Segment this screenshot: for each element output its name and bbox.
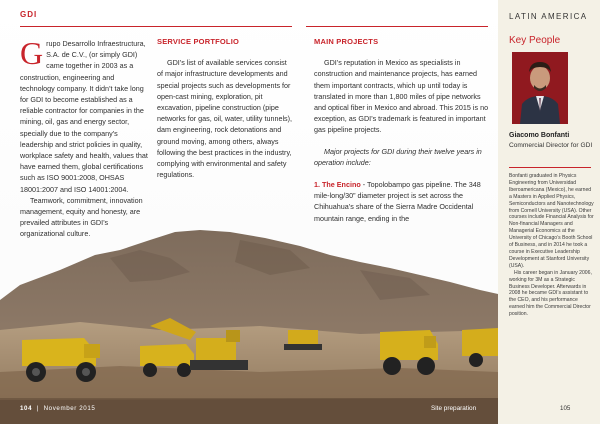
key-person-bio (509, 173, 595, 318)
intro-paragraph: rupo Desarrollo Infraestructura, S.A. de C.V., (or simply GDI) came together in 2003 as a construction, engineering and technology company. It didn’t take long for GDI to become established as a reliable contractor for companies in the mining, oil, gas and energy sector, specially due to the company’s leadership and strict policies in quality, workplace safety and health, values that have earned them, global certifications such as ISO 9001:2008, OHSAS 18001:2007 and ISO 14001:2004. (20, 39, 148, 194)
key-people-title: Key People (509, 35, 561, 46)
intro-column (20, 35, 150, 240)
photo-caption: Site preparation (431, 405, 477, 412)
bio-paragraph-2: His career began in January 2006, working for 3M as a Strategic Business Developer. Afterwards in 2008 he became GDI’s assistant to the CEO, and his performance earned him the Commercial Director position. (509, 269, 592, 318)
page-number-left: 104 (20, 405, 33, 412)
service-portfolio-text: GDI’s list of available services consist of major infrastructure developments and special projects such as developments for open-cast mining, exploration, pit excavation, pipeline construction (pipe networks for gas, oil, water, utility tunnels), dam engineering, rock detonations and ground moving, among others, always following the best practices in the industry, complying with environmental and safety regulations. (157, 58, 293, 180)
service-portfolio-column (157, 36, 293, 180)
service-portfolio-title: SERVICE PORTFOLIO (157, 37, 240, 46)
header-rule-middle (306, 26, 488, 27)
main-projects-text: GDI’s reputation in Mexico as specialists in construction and maintenance projects, has earned them important contracts, which up until today is translated in more than 1,800 miles of pipe networks and optical fiber in Mexico and abroad. This 2015 is no exception, as GDI’s trademark is featured in important gas pipeline projects. (314, 58, 489, 135)
issue-date: November 2015 (43, 405, 96, 412)
project-item-1 (314, 179, 489, 224)
key-person-role: Commercial Director for GDI (509, 142, 593, 149)
footer-left: 104 | November 2015 (20, 405, 96, 412)
project-item-1-label: 1. The Encino (314, 180, 361, 190)
portrait-photo (512, 52, 568, 124)
project-item-1-text: - Topolobampo gas pipeline. The 348 mile-long/30” diameter project is set across the Chihuahua’s share of the Sierra Madre Occidental mountain range, ending in the (314, 180, 481, 223)
page-number-right: 105 (560, 405, 571, 412)
main-projects-title: MAIN PROJECTS (314, 37, 379, 46)
sidebar-rule (509, 167, 591, 168)
bio-paragraph-1: Bonfanti graduated in Physics Engineering from Universidad Iberoamericana (Mexico), he earned a Masters in Applied Physics, Semiconductors and Nanotechnology from Cornell University (USA). Other courses include Financial Analysis for Non-financial Managers and Managerial Economics at the University of Chicago’s Booth School of Business, and in 2014 he took a course in Executive Leadership Development at Stanford University (USA). (509, 173, 594, 269)
header-rule-left (20, 26, 292, 27)
key-person-name: Giacomo Bonfanti (509, 132, 570, 139)
drop-cap: G (20, 35, 44, 71)
main-projects-column (314, 36, 489, 224)
section-label: GDI (20, 10, 38, 19)
dozer-distant (284, 330, 322, 350)
culture-paragraph: Teamwork, commitment, innovation management, equity and honesty, are prevailed attributes in GDI’s organizational culture. (20, 195, 143, 239)
region-label: LATIN AMERICA (509, 12, 588, 21)
main-projects-intro-italic: Major projects for GDI during their twelve years in operation include: (314, 146, 482, 167)
